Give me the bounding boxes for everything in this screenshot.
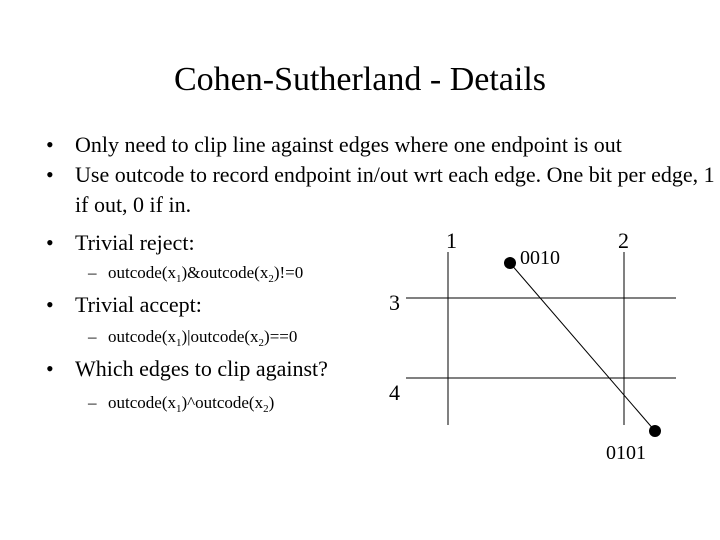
sub-bullet-marker: – [88, 327, 97, 346]
bullet-text: Only need to clip line against edges where one endpoint is out [75, 132, 622, 157]
edge-label-2: 2 [618, 228, 629, 253]
edge-label-1: 1 [446, 228, 457, 253]
formula-part: outcode(x [108, 263, 176, 282]
formula-subscript: 2 [268, 273, 274, 285]
line-segment [510, 263, 655, 431]
formula-part: )|outcode(x [181, 327, 259, 346]
endpoint-a [504, 257, 516, 269]
endpoint-b [649, 425, 661, 437]
formula-part: outcode(x [108, 327, 176, 346]
formula-subscript: 1 [175, 403, 182, 415]
formula-part: outcode(x [108, 393, 176, 412]
formula-subscript: 1 [175, 273, 182, 285]
bullet-marker: • [46, 230, 54, 255]
formula-part: ) [268, 393, 275, 412]
formula-part: )!=0 [273, 263, 304, 282]
formula-subscript: 2 [263, 403, 269, 415]
bullet-marker: • [46, 162, 54, 187]
bullet-marker: • [46, 132, 54, 157]
formula-part: )^outcode(x [181, 393, 264, 412]
formula-subscript: 1 [175, 337, 182, 349]
bullet-marker: • [46, 356, 54, 381]
formula-part: )&outcode(x [181, 263, 269, 282]
bullet-text: Which edges to clip against? [75, 356, 328, 381]
sub-bullet-marker: – [88, 263, 97, 282]
bullet-text: Use outcode to record endpoint in/out wrt each edge. One bit per edge, 1 if out, 0 if in. [75, 162, 715, 217]
formula-part: )==0 [264, 327, 298, 346]
slide-title: Cohen-Sutherland - Details [173, 61, 547, 98]
edge-label-3: 3 [389, 290, 400, 315]
endpoint-a-outcode: 0010 [520, 247, 560, 269]
bullet-text: Trivial accept: [75, 292, 202, 317]
endpoint-b-outcode: 0101 [606, 442, 646, 464]
formula-subscript: 2 [258, 337, 265, 349]
bullet-text: Trivial reject: [75, 230, 195, 255]
edge-label-4: 4 [389, 380, 400, 405]
sub-bullet-marker: – [88, 393, 97, 412]
bullet-marker: • [46, 292, 54, 317]
